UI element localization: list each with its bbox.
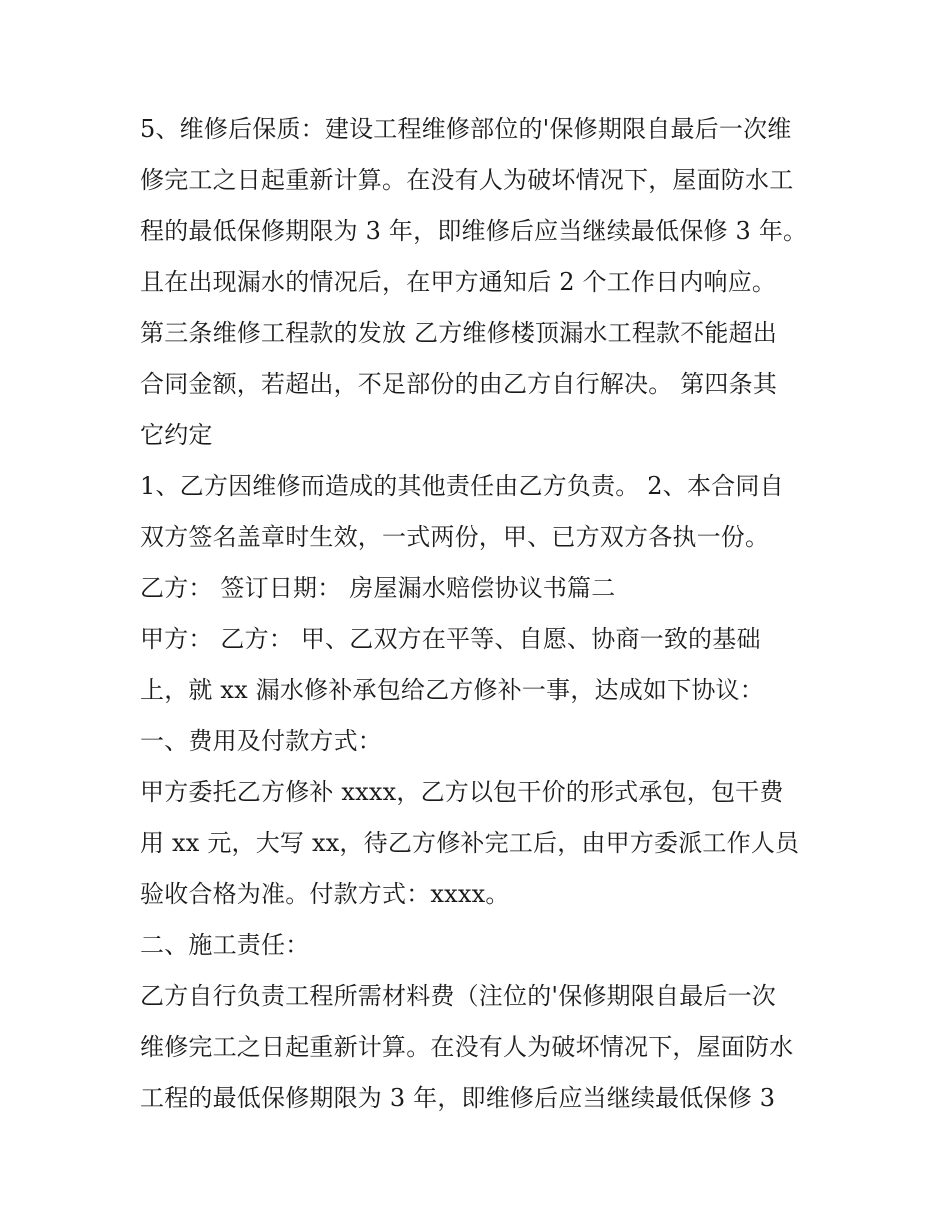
text-line: 乙方自行负责工程所需材料费（注位的'保修期限自最后一次 xyxy=(140,982,776,1010)
section-heading: 一、费用及付款方式： xyxy=(140,727,382,755)
text-line: 1、乙方因维修而造成的其他责任由乙方负责。 2、本合同自 xyxy=(140,472,784,500)
text-line: 工程的最低保修期限为 3 年，即维修后应当继续最低保修 3 xyxy=(140,1084,776,1112)
text-line: 上，就 xx 漏水修补承包给乙方修补一事，达成如下协议： xyxy=(140,676,764,704)
text-line: 用 xx 元，大写 xx，待乙方修补完工后，由甲方委派工作人员 xyxy=(140,829,800,857)
text-line: 双方签名盖章时生效，一式两份，甲、已方双方各执一份。 xyxy=(140,523,770,551)
text-line: 第三条维修工程款的发放 乙方维修楼顶漏水工程款不能超出 xyxy=(140,319,778,347)
text-line: 甲方： 乙方： 甲、乙双方在平等、自愿、协商一致的基础 xyxy=(140,625,761,653)
text-line: 维修完工之日起重新计算。在没有人为破坏情况下，屋面防水 xyxy=(140,1033,794,1061)
section-heading: 二、施工责任： xyxy=(140,931,310,959)
text-line: 甲方委托乙方修补 xxxx，乙方以包干价的形式承包，包干费 xyxy=(140,778,784,806)
text-line: 合同金额，若超出，不足部份的由乙方自行解决。 第四条其 xyxy=(140,370,778,398)
text-line: 乙方： 签订日期： 房屋漏水赔偿协议书篇二 xyxy=(140,574,616,602)
text-line: 且在出现漏水的情况后，在甲方通知后 2 个工作日内响应。 xyxy=(140,268,777,296)
document-body xyxy=(140,104,830,1124)
text-line: 程的最低保修期限为 3 年，即维修后应当继续最低保修 3 年。 xyxy=(140,217,808,245)
text-line: 5、维修后保质：建设工程维修部位的'保修期限自最后一次维 xyxy=(140,115,792,143)
text-line: 它约定 xyxy=(140,421,213,449)
text-line: 验收合格为准。付款方式：xxxx。 xyxy=(140,880,510,908)
text-line: 修完工之日起重新计算。在没有人为破坏情况下，屋面防水工 xyxy=(140,166,794,194)
